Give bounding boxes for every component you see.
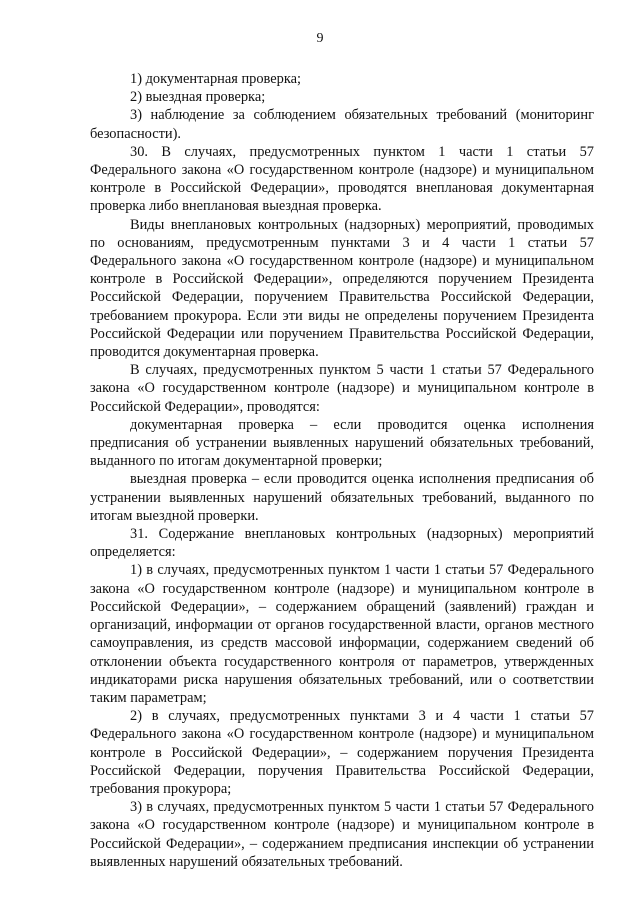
- paragraph-31-item-3: 3) в случаях, предусмотренных пунктом 5 части 1 статьи 57 Федерального закона «О государственном контроле (надзоре) и муниципальном контроле в Российской Федерации», – содержанием предписания инспекции об устранении выявленных нарушений обязательных требований.: [90, 799, 594, 870]
- list-item-onsite-check: 2) выездная проверка;: [130, 89, 266, 106]
- paragraph-unscheduled-types: Виды внеплановых контрольных (надзорных) мероприятий, проводимых по основаниям, предусмотренным пунктами 3 и 4 части 1 статьи 57 Федерального закона «О государственном контроле (надзоре) и муниципальном контроле в Российской Федерации», определяются поручением Президента Российской Федерации, поручением Правительства Российской Федерации, требованием прокурора. Если эти виды не определены поручением Президента Российской Федерации или поручением Правительства Российской Федерации, проводится документарная проверка.: [90, 216, 594, 361]
- list-item-documentary-check: 1) документарная проверка;: [130, 71, 301, 87]
- paragraph-point-5-cases: В случаях, предусмотренных пунктом 5 части 1 статьи 57 Федерального закона «О государственном контроле (надзоре) и муниципальном контроле в Российской Федерации», проводятся:: [90, 362, 594, 415]
- paragraph-31-item-2: 2) в случаях, предусмотренных пунктами 3 и 4 части 1 статьи 57 Федерального закона «О государственном контроле (надзоре) и муниципальном контроле в Российской Федерации», – содержанием поручения Президента Российской Федерации, поручения Правительства Российской Федерации, требования прокурора;: [90, 708, 594, 797]
- page-number: 9: [316, 31, 324, 46]
- paragraph-30: 30. В случаях, предусмотренных пунктом 1 части 1 статьи 57 Федерального закона «О государственном контроле (надзоре) и муниципальном контроле в Российской Федерации», проводятся внеплановая документарная проверка либо внеплановая выездная проверка.: [90, 143, 594, 215]
- paragraph-onsite-check: выездная проверка – если проводится оценка исполнения предписания об устранении выявленных нарушений обязательных требований, выданного по итогам выездной проверки.: [90, 471, 594, 524]
- document-body: [90, 70, 594, 871]
- paragraph-31: 31. Содержание внеплановых контрольных (надзорных) мероприятий определяется:: [90, 526, 594, 561]
- list-item-monitoring: 3) наблюдение за соблюдением обязательных требований (мониторинг безопасности).: [90, 107, 594, 142]
- paragraph-documentary-check: документарная проверка – если проводится оценка исполнения предписания об устранении выявленных нарушений обязательных требований, выданного по итогам документарной проверки;: [90, 416, 594, 470]
- paragraph-31-item-1: 1) в случаях, предусмотренных пунктом 1 части 1 статьи 57 Федерального закона «О государственном контроле (надзоре) и муниципальном контроле в Российской Федерации», – содержанием обращений (заявлений) граждан и организаций, информации от органов государственной власти, органов местного самоуправления, из средств массовой информации, содержанием сведений об отклонении объекта государственного контроля от параметров, утвержденных индикаторами риска нарушения обязательных требований, или о соответствии таким параметрам;: [90, 562, 594, 706]
